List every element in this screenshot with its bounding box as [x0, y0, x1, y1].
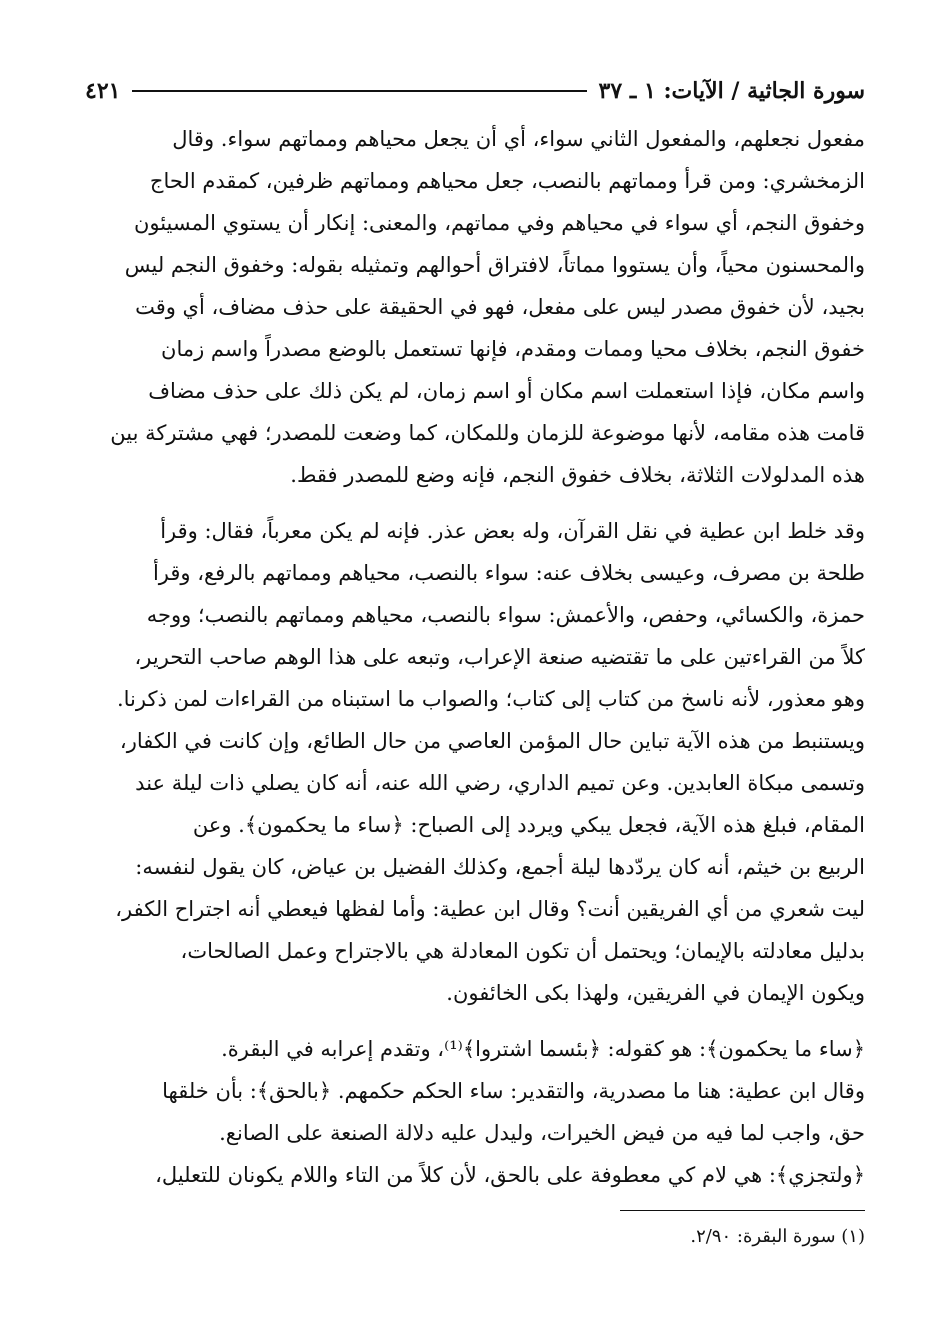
text-line: وقال ابن عطية: هنا ما مصدرية، والتقدير: ساء الحكم حكمهم. ﴿بالحق﴾: بأن خلقها	[162, 1079, 865, 1103]
text-line: الربيع بن خيثم، أنه كان يردّدها ليلة أجمع، وكذلك الفضيل بن عياض، كان يقول لنفسه:	[135, 855, 865, 879]
text-line: مفعول نجعلهم، والمفعول الثاني سواء، أي أن يجعل محياهم ومماتهم سواء. وقال	[172, 127, 865, 151]
text-line: قامت هذه مقامه، لأنها موضوعة للزمان وللمكان، كما وضعت للمصدر؛ فهي مشتركة بين	[110, 421, 865, 445]
text-line: وهو معذور، لأنه ناسخ من كتاب إلى كتاب؛ والصواب ما استبناه من القراءات لمن ذكرنا.	[116, 687, 865, 711]
paragraph-1	[85, 118, 865, 496]
text-line: واسم مكان، فإذا استعملت اسم مكان أو اسم زمان، لم يكن ذلك على حذف مضاف	[148, 379, 865, 403]
paragraph-2	[85, 510, 865, 1014]
text-line: بدليل معادلته بالإيمان؛ ويحتمل أن تكون المعادلة هي بالاجتراح وعمل الصالحات،	[180, 939, 865, 963]
footnote: (١) سورة البقرة: ٢/٩٠.	[690, 1226, 865, 1247]
body-text	[85, 118, 865, 1196]
paragraph-gap	[85, 496, 865, 510]
text-line: خفوق النجم، بخلاف محيا وممات ومقدم، فإنها تستعمل بالوضع مصدراً واسم زمان	[161, 337, 865, 361]
text-line: المقام، فبلغ هذه الآية، فجعل يبكي ويردد إلى الصباح: ﴿ساء ما يحكمون﴾. وعن	[192, 813, 865, 837]
text-line: حمزة، والكسائي، وحفص، والأعمش: سواء بالنصب، محياهم ومماتهم بالنصب؛ ووجه	[146, 603, 865, 627]
text-line: بجيد، لأن خفوق مصدر ليس على مفعل، فهو في الحقيقة على حذف مضاف، أي وقت	[135, 295, 865, 319]
text-line: كلاً من القراءتين على ما تقتضيه صنعة الإعراب، وتبعه على هذا الوهم صاحب التحرير،	[134, 645, 865, 669]
text-line: وتسمى مبكاة العابدين. وعن تميم الداري، رضي الله عنه، أنه كان يصلي ذات ليلة عند	[135, 771, 865, 795]
text-line: والمحسنون محياً، وأن يستووا مماتاً، لافتراق أحوالهم وتمثيله بقوله: وخفوق النجم ليس	[124, 253, 865, 277]
text-line: وخفوق النجم، أي سواء في محياهم وفي مماتهم، والمعنى: إنكار أن يستوي المسيئون	[133, 211, 865, 235]
text-line: ويكون الإيمان في الفريقين، ولهذا بكى الخائفون.	[446, 981, 865, 1005]
footnote-rule	[620, 1210, 865, 1211]
text-line: طلحة بن مصرف، وعيسى بخلاف عنه: سواء بالنصب، محياهم ومماتهم بالرفع، وقرأ	[152, 561, 865, 585]
text-line: الزمخشري: ومن قرأ ومماتهم بالنصب، جعل محياهم ومماتهم ظرفين، كمقدم الحاج	[149, 169, 865, 193]
text-line: ﴿ساء ما يحكمون﴾: هو كقوله: ﴿بئسما اشتروا﴾⁽¹⁾، وتقدم إعرابه في البقرة.	[221, 1037, 865, 1061]
text-line: هذه المدلولات الثلاثة، بخلاف خفوق النجم، فإنه وضع للمصدر فقط.	[290, 463, 865, 487]
text-line: حق، واجب لما فيه من فيض الخيرات، وليدل عليه دلالة الصنعة على الصانع.	[219, 1121, 865, 1145]
text-line: ﴿ولتجزي﴾: هي لام كي معطوفة على بالحق، لأن كلاً من التاء واللام يكونان للتعليل،	[155, 1163, 865, 1187]
surah-title: سورة الجاثية / الآيات: ١ ـ ٣٧	[598, 78, 865, 104]
page-header	[85, 74, 865, 108]
paragraph-gap	[85, 1014, 865, 1028]
paragraph-3	[85, 1028, 865, 1196]
text-line: وقد خلط ابن عطية في نقل القرآن، وله بعض عذر. فإنه لم يكن معرباً، فقال: وقرأ	[160, 519, 865, 543]
text-line: ليت شعري من أي الفريقين أنت؟ وقال ابن عطية: وأما لفظها فيعطي أنه اجتراح الكفر،	[115, 897, 865, 921]
page-number: ٤٢١	[85, 78, 121, 104]
text-line: ويستنبط من هذه الآية تباين حال المؤمن العاصي من حال الطائع، وإن كانت في الكفار،	[119, 729, 865, 753]
header-rule	[132, 90, 586, 92]
